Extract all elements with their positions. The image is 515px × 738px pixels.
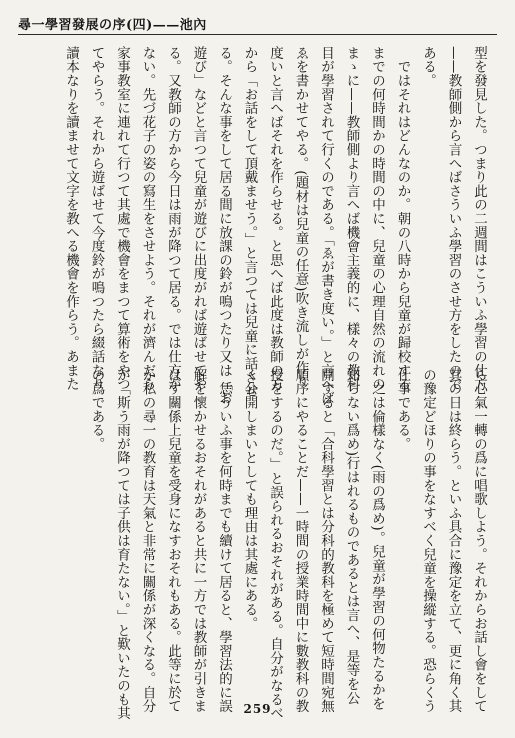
text-line: 解を懷かせるおそれがあると共に一方では教師が引きま — [190, 368, 207, 713]
text-line: ではそれはどんなのか。朝の八時から兒童が歸校する — [394, 46, 411, 391]
text-line: から「お話をして頂戴ませう。」と言つては兒童に話させ — [241, 46, 258, 399]
header-rule — [18, 34, 497, 35]
text-line: 仕事である。 — [394, 368, 411, 451]
text-line: 度いと言へばそれを作らせる。と思へば此度は教師の方 — [267, 46, 283, 391]
text-line: 目が學習されて行くのである。「ゑが書き度い。」と言へば — [318, 46, 334, 406]
text-line: 其の日は終らう。といふ具合に豫定を立て、更に角く其 — [445, 368, 462, 713]
text-line: 恁ういふ事を何時までも續けて居ると、學習法的に誤 — [216, 368, 232, 713]
text-line: の豫定どほりの事をなすべく兒童を操縱する。恐らくう — [420, 368, 436, 713]
running-head: 尋一學習發展の序(四)——池內 — [18, 18, 207, 33]
text-line: 開すると「合科學習とは分科的教科を極めて短時間宛無 — [318, 368, 334, 713]
text-line: が「斯う雨が降つては子供は育たない。」と歎いたのも其 — [114, 368, 130, 721]
text-line: はす關係上兒童を受身になすおそれもある。此等に於て — [165, 368, 181, 713]
text-line: ——教師側から言へばさういふ學習のさせ方をしたので — [445, 46, 462, 391]
text-line: 讀本なりを讀ませて文字を教へる機會を作らう。あまた — [63, 46, 79, 391]
text-line: ある。 — [420, 46, 436, 88]
text-line: までの何時間かの時間の中に、兒童の心理自然の流れの — [369, 46, 385, 391]
text-line: る。そんな事をして居る間に放課の鈴が鳴つたり又は「お — [216, 46, 232, 405]
text-line: か私の尋一の教育は天氣と非常に關係が深くなる。自分 — [139, 368, 156, 713]
text-line: 授をするのだ。」と誤られるおそれがある。自分がなるべ — [267, 368, 283, 721]
text-line: てやらう。それから遊ばせて今度鈴が鳴つたら綴話なり — [88, 46, 105, 391]
text-line: ゑを書かせてやる。(題材は兒童の任意)吹き流しが作り — [292, 46, 309, 389]
upper-text-block — [11, 46, 491, 406]
page-number: 259 — [243, 702, 272, 716]
text-line: ら心氣一轉の爲に唱歌しよう。それからお話し會をして — [471, 368, 487, 713]
text-line: 型を發見した。つまり此の二週間はこういふ學習の仕方 — [471, 46, 487, 391]
text-line: 順序にやることだ——一時間の授業時間中に數教科の教 — [292, 368, 309, 713]
text-line: 家事教室に連れて行つて其處で機會をまつて算術をやつ — [114, 46, 130, 391]
text-line: ない。先づ花子の姿の寫生をさせよう。それが濟んだら — [139, 46, 156, 391]
text-line: の爲である。 — [88, 368, 105, 451]
text-line: 遊び」などと言つて兒童が遊びに出度がれば遊ばせてや — [190, 46, 207, 391]
text-line: 之は倫樣なく(雨の爲め)。兒童が學習の何物たるかを — [369, 368, 385, 711]
text-line: 知らない爲め)行はれるものであるとは言へ、是等を公 — [343, 368, 360, 705]
text-line: る。又教師の方から今日は雨が降つて居る。では仕方が — [165, 46, 181, 391]
text-line: く公開しまいとしても理由は其處にある。 — [241, 368, 258, 631]
text-line: まゝに——教師側より言へば機會主義的に、樣々の教科 — [343, 46, 360, 391]
